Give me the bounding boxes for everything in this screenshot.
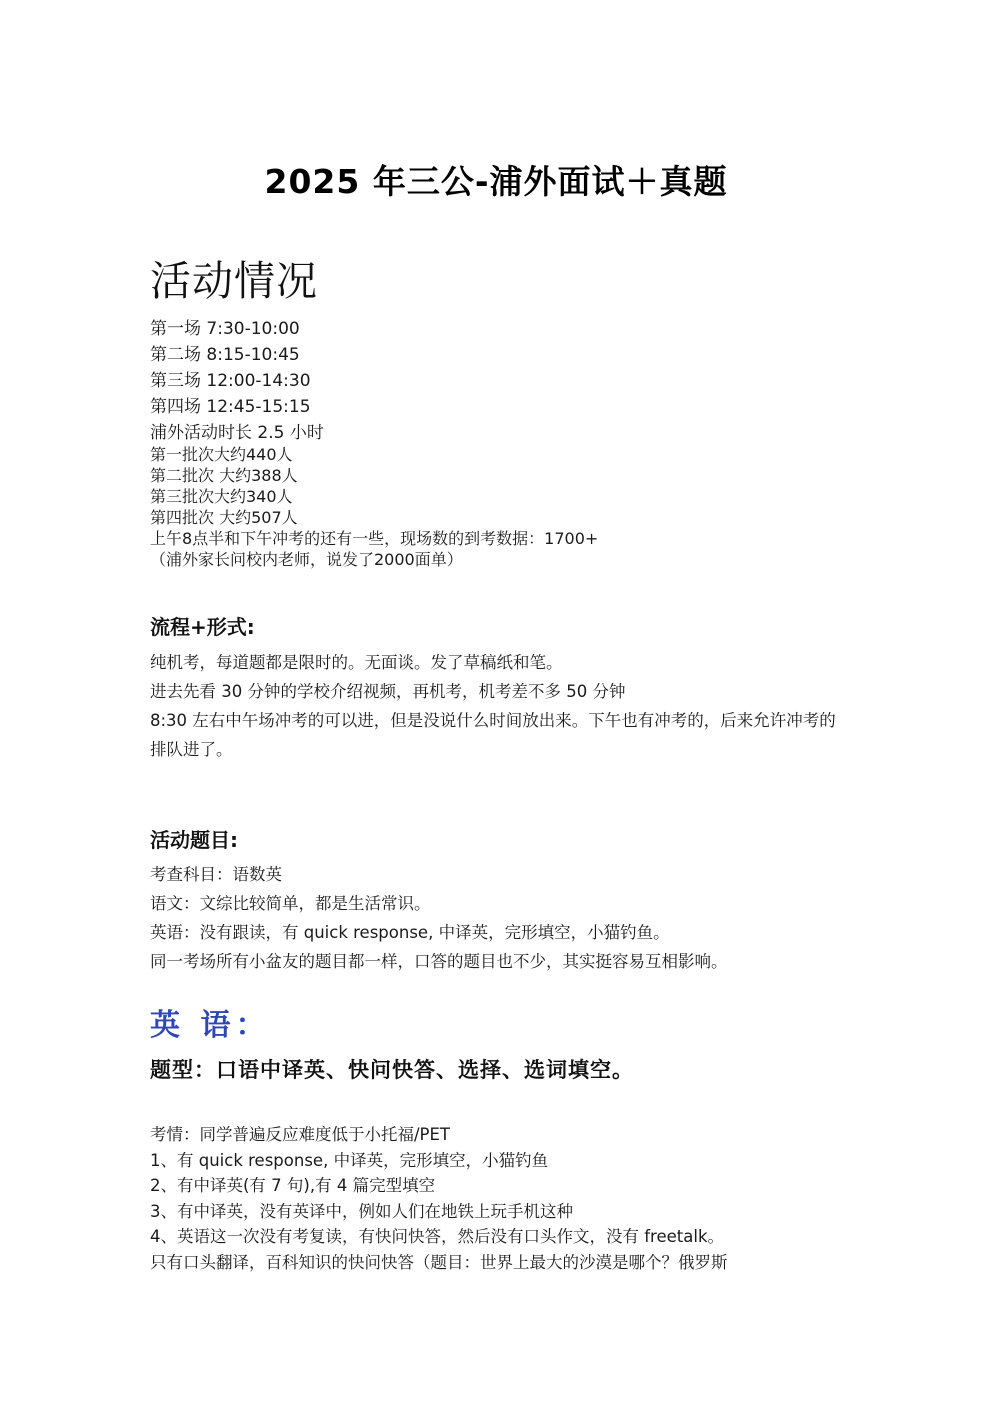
topic-line: 考查科目：语数英	[150, 865, 282, 884]
schedule-item: 第一场 7:30-10:00	[150, 319, 300, 339]
batch-item: 第二批次 大约388人	[150, 466, 298, 485]
batch-item: （浦外家长问校内老师，说发了2000面单）	[150, 550, 463, 569]
exam-line: 2、有中译英(有 7 句),有 4 篇完型填空	[150, 1176, 436, 1195]
schedule-item: 浦外活动时长 2.5 小时	[150, 423, 324, 443]
process-line: 进去先看 30 分钟的学校介绍视频，再机考，机考差不多 50 分钟	[150, 682, 626, 701]
english-heading: 英 语：	[150, 1008, 271, 1043]
batch-item: 第四批次 大约507人	[150, 508, 298, 527]
topic-line: 语文：文综比较简单，都是生活常识。	[150, 894, 431, 913]
batch-item: 第一批次大约440人	[150, 445, 293, 464]
batch-list	[150, 444, 598, 570]
english-exam-list	[150, 1122, 728, 1275]
exam-line: 4、英语这一次没有考复读，有快问快答，然后没有口头作文，没有 freetalk。	[150, 1227, 724, 1246]
topics-list	[150, 860, 728, 976]
topic-line: 同一考场所有小盆友的题目都一样，口答的题目也不少，其实挺容易互相影响。	[150, 952, 728, 971]
exam-line: 考情：同学普遍反应难度低于小托福/PET	[150, 1125, 451, 1144]
exam-line: 只有口头翻译，百科知识的快问快答（题目：世界上最大的沙漠是哪个？俄罗斯	[150, 1252, 728, 1272]
schedule-item: 第四场 12:45-15:15	[150, 397, 311, 417]
exam-line: 1、有 quick response, 中译英，完形填空，小猫钓鱼	[150, 1150, 549, 1170]
document-title: 2025 年三公-浦外面试＋真题	[264, 162, 728, 201]
process-list	[150, 648, 625, 706]
batch-item: 上午8点半和下午冲考的还有一些，现场数的到考数据：1700+	[150, 529, 599, 548]
schedule-list	[150, 316, 324, 446]
exam-line: 3、有中译英，没有英译中，例如人们在地铁上玩手机这种	[150, 1201, 573, 1221]
process-heading: 流程+形式:	[150, 615, 255, 639]
schedule-item: 第三场 12:00-14:30	[150, 371, 311, 391]
english-question-types: 题型：口语中译英、快问快答、选择、选词填空。	[150, 1058, 634, 1082]
process-line: 纯机考，每道题都是限时的。无面谈。发了草稿纸和笔。	[150, 653, 563, 672]
topic-line: 英语：没有跟读，有 quick response, 中译英，完形填空，小猫钓鱼。	[150, 923, 670, 942]
topics-heading: 活动题目:	[150, 828, 238, 852]
schedule-item: 第二场 8:15-10:45	[150, 345, 300, 365]
batch-item: 第三批次大约340人	[150, 487, 293, 506]
activity-heading: 活动情况	[150, 257, 318, 305]
process-paragraph: 8:30 左右中午场冲考的可以进，但是没说什么时间放出来。下午也有冲考的，后来允许冲考的排队进了。	[150, 711, 836, 759]
